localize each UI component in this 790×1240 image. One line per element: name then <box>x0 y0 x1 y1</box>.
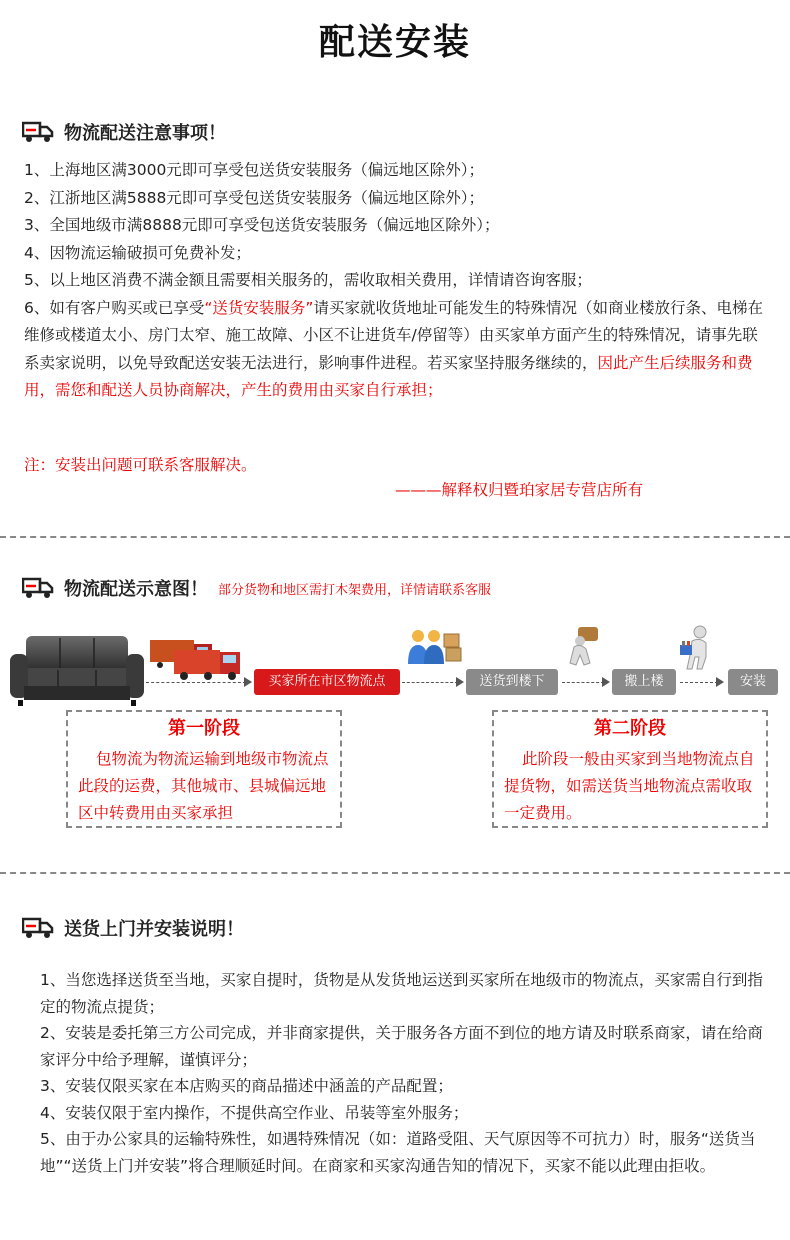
list-item: 3、全国地级市满8888元即可享受包送货安装服务（偏远地区除外）； <box>24 216 500 234</box>
page-title: 配送安装 <box>318 22 471 63</box>
section3-heading: 送货上门并安装说明！ <box>64 919 244 940</box>
section1-list <box>24 157 770 405</box>
item6-highlight-cost: 因此产生后续服务和费用，需您和配送人员协商解决，产生的费用由买家自行承担； <box>24 353 753 399</box>
truck-icon <box>22 916 54 940</box>
flow-step-logistics-point: 买家所在市区物流点 <box>254 669 400 695</box>
stage2-title: 第二阶段 <box>594 718 666 739</box>
installer-icon <box>676 625 716 670</box>
truck-icon <box>22 576 54 600</box>
item6-text-b: 请买家就收货地址可能发生的特殊情况（如商业楼放行条、电梯在维修或楼道太小、房门太窄、施工故障、小区不让进货车/停留等）由买家单方面产生的特殊情况，请事先联系卖家说明，以免导致配送安装无法进行，影响事件进程。若买家坚持服务继续的， <box>24 298 763 372</box>
workers-boxes-icon <box>404 628 464 666</box>
section1-heading: 物流配送注意事项！ <box>64 123 226 144</box>
stage1-box <box>66 710 342 828</box>
flow-step-install: 安装 <box>728 669 778 695</box>
freight-trucks-image <box>148 632 242 682</box>
list-item: 4、因物流运输破损可免费补发； <box>24 243 251 262</box>
arrow-icon <box>602 677 610 687</box>
arrow-icon <box>716 677 724 687</box>
item6-text-a: 6、如有客户购买或已享受 <box>24 298 205 317</box>
arrow-icon <box>456 677 464 687</box>
flow-step-carry-upstairs: 搬上楼 <box>612 669 676 695</box>
list-item: 1、上海地区满3000元即可享受包送货安装服务（偏远地区除外）； <box>24 161 485 179</box>
section2-heading: 物流配送示意图！ <box>64 579 208 600</box>
section2-header <box>22 574 491 602</box>
divider <box>0 536 790 538</box>
truck-icon <box>22 120 54 144</box>
list-item: 5、以上地区消费不满金额且需要相关服务的，需收取相关费用，详情请咨询客服； <box>24 271 592 289</box>
stage1-text: 包物流为物流运输到地级市物流点此段的运费，其他城市、县城偏远地区中转费用由买家承担 <box>78 750 329 822</box>
signature: ———解释权归暨珀家居专营店所有 <box>395 481 644 499</box>
list-item: 3、安装仅限买家在本店购买的商品描述中涵盖的产品配置； <box>40 1077 453 1095</box>
list-item: 2、安装是委托第三方公司完成，并非商家提供，关于服务各方面不到位的地方请及时联系商家，请在给商家评分中给予理解，谨慎评分； <box>40 1024 763 1069</box>
flow-step-deliver-downstairs: 送货到楼下 <box>466 669 558 695</box>
section3-header <box>22 914 244 942</box>
list-item: 5、由于办公家具的运输特殊性，如遇特殊情况（如：道路受阻、天气原因等不可抗力）时，服务“送货当地”“送货上门并安装”将合理顺延时间。在商家和买家沟通告知的情况下，买家不能以此理由拒收。 <box>40 1130 756 1175</box>
item6-highlight-service: “送货安装服务” <box>204 298 314 317</box>
section1-header <box>22 118 226 146</box>
flow-connector <box>402 682 458 683</box>
service-note: 注：安装出问题可联系客服解决。 <box>24 456 257 474</box>
section2-note: 部分货物和地区需打木架费用，详情请联系客服 <box>218 582 492 598</box>
flow-connector <box>562 682 604 683</box>
stage1-title: 第一阶段 <box>168 718 240 739</box>
arrow-icon <box>244 677 252 687</box>
stage2-text: 此阶段一般由买家到当地物流点自提货物，如需送货当地物流点需收取一定费用。 <box>504 750 755 822</box>
list-item: 4、安装仅限于室内操作，不提供高空作业、吊装等室外服务； <box>40 1103 469 1122</box>
sofa-image <box>8 632 146 710</box>
list-item-6 <box>24 295 770 405</box>
carrier-icon <box>566 625 606 667</box>
flow-connector <box>680 682 718 683</box>
section3-list <box>40 967 768 1179</box>
divider <box>0 872 790 874</box>
list-item: 1、当您选择送货至当地，买家自提时，货物是从发货地运送到买家所在地级市的物流点，买家需自行到指定的物流点提货； <box>40 971 763 1016</box>
stage2-box <box>492 710 768 828</box>
list-item: 2、江浙地区满5888元即可享受包送货安装服务（偏远地区除外）； <box>24 188 485 207</box>
flow-connector <box>146 682 246 683</box>
